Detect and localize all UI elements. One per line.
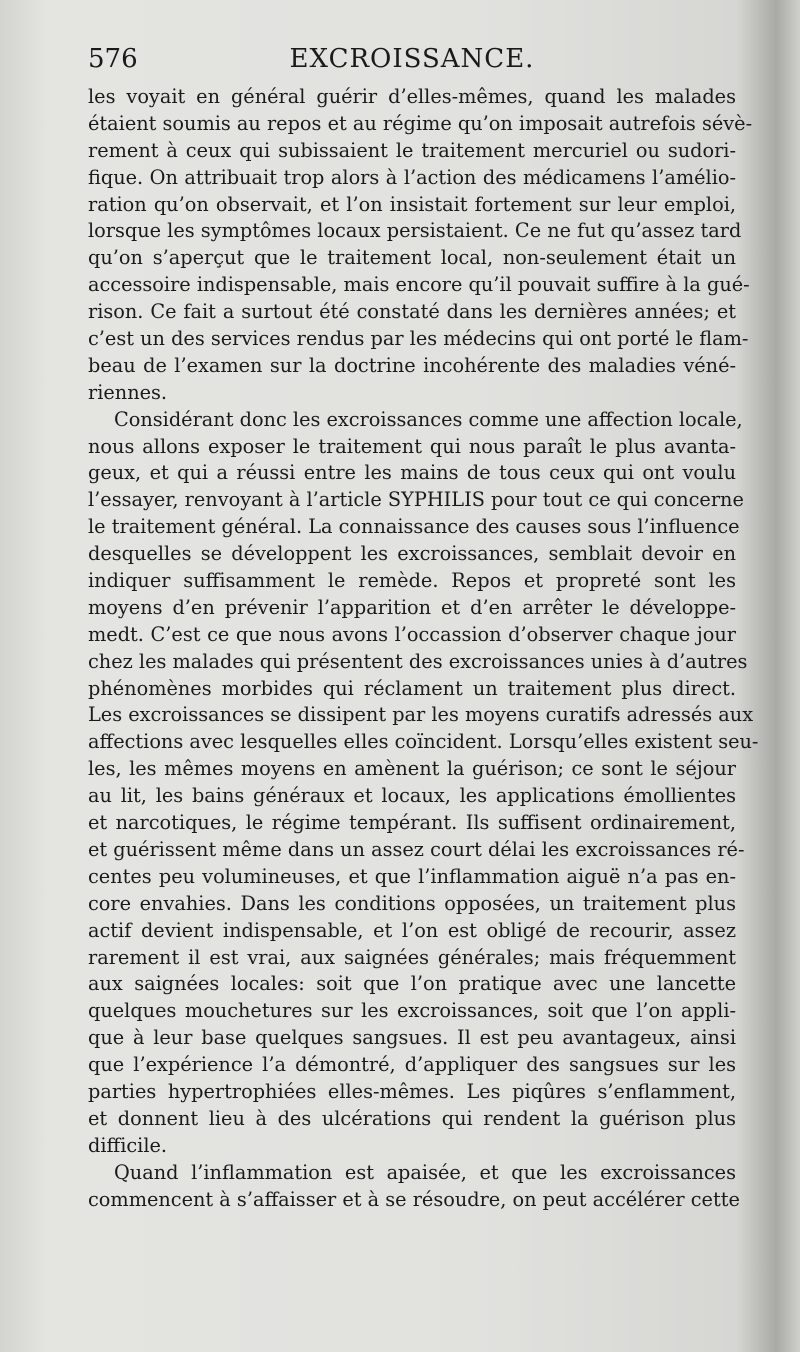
text-line: c’est un des services rendus par les médecins qui ont porté le flam-	[88, 327, 749, 351]
text-line: au lit, les bains généraux et locaux, les applications émollientes	[88, 784, 736, 808]
text-line: Quand l’inflammation est apaisée, et que les excroissances	[114, 1160, 736, 1184]
page-number: 576	[88, 44, 138, 74]
text-line: difficile.	[88, 1133, 168, 1157]
text-line: étaient soumis au repos et au régime qu’on imposait autrefois sévè-	[88, 111, 753, 135]
body-text	[88, 84, 759, 1213]
text-line: et donnent lieu à des ulcérations qui rendent la guérison plus	[88, 1106, 736, 1130]
text-line: lorsque les symptômes locaux persistaient. Ce ne fut qu’assez tard	[88, 219, 742, 243]
text-line: Les excroissances se dissipent par les moyens curatifs adressés aux	[88, 703, 754, 727]
text-line: Considérant donc les excroissances comme une affection locale,	[114, 407, 743, 431]
text-line: core envahies. Dans les conditions opposées, un traitement plus	[88, 891, 736, 915]
text-line: et narcotiques, le régime tempérant. Ils suffisent ordinairement,	[88, 811, 736, 835]
text-line: ration qu’on observait, et l’on insistait fortement sur leur emploi,	[88, 192, 736, 216]
text-line: nous allons exposer le traitement qui nous paraît le plus avanta-	[88, 434, 736, 458]
text-line: les voyait en général guérir d’elles-mêmes, quand les malades	[88, 85, 736, 108]
text-line: chez les malades qui présentent des excroissances unies à d’autres	[88, 649, 748, 673]
page-header	[88, 44, 736, 84]
text-line: les, les mêmes moyens en amènent la guérison; ce sont le séjour	[88, 757, 736, 781]
text-line: fique. On attribuait trop alors à l’action des médicamens l’amélio-	[88, 165, 736, 189]
text-line: centes peu volumineuses, et que l’inflammation aiguë n’a pas en-	[88, 864, 736, 888]
text-line: accessoire indispensable, mais encore qu’il pouvait suffire à la gué-	[88, 273, 750, 297]
text-line: phénomènes morbides qui réclament un traitement plus direct.	[88, 676, 736, 700]
text-line: qu’on s’aperçut que le traitement local, non-seulement était un	[88, 246, 736, 270]
text-line: l’essayer, renvoyant à l’article SYPHILIS pour tout ce qui concerne	[88, 488, 744, 512]
text-line: riennes.	[88, 380, 168, 404]
text-line: rarement il est vrai, aux saignées générales; mais fréquemment	[88, 945, 736, 969]
text-line: que à leur base quelques sangsues. Il est peu avantageux, ainsi	[88, 1026, 736, 1050]
running-title: EXCROISSANCE.	[289, 44, 535, 74]
text-line: parties hypertrophiées elles-mêmes. Les piqûres s’enflamment,	[88, 1079, 736, 1103]
text-line: aux saignées locales: soit que l’on pratique avec une lancette	[88, 972, 736, 996]
text-line: que l’expérience l’a démontré, d’appliquer des sangsues sur les	[88, 1053, 736, 1077]
text-line: rement à ceux qui subissaient le traitement mercuriel ou sudori-	[88, 138, 736, 162]
text-line: quelques mouchetures sur les excroissances, soit que l’on appli-	[88, 999, 736, 1023]
text-line: moyens d’en prévenir l’apparition et d’en arrêter le développe-	[88, 595, 736, 619]
text-line: et guérissent même dans un assez court délai les excroissances ré-	[88, 837, 745, 861]
text-line: le traitement général. La connaissance des causes sous l’influence	[88, 515, 740, 539]
text-line: rison. Ce fait a surtout été constaté dans les dernières années; et	[88, 300, 736, 324]
text-line: geux, et qui a réussi entre les mains de tous ceux qui ont voulu	[88, 461, 736, 485]
text-line: desquelles se développent les excroissances, semblait devoir en	[88, 542, 736, 566]
text-line: beau de l’examen sur la doctrine incohérente des maladies véné-	[88, 353, 736, 377]
text-line: indiquer suffisamment le remède. Repos et propreté sont les	[88, 569, 736, 593]
text-line: commencent à s’affaisser et à se résoudre, on peut accélérer cette	[88, 1187, 740, 1211]
text-line: affections avec lesquelles elles coïncident. Lorsqu’elles existent seu-	[88, 730, 759, 754]
text-line: actif devient indispensable, et l’on est obligé de recourir, assez	[88, 918, 736, 942]
text-line: medt. C’est ce que nous avons l’occassion d’observer chaque jour	[88, 622, 736, 646]
